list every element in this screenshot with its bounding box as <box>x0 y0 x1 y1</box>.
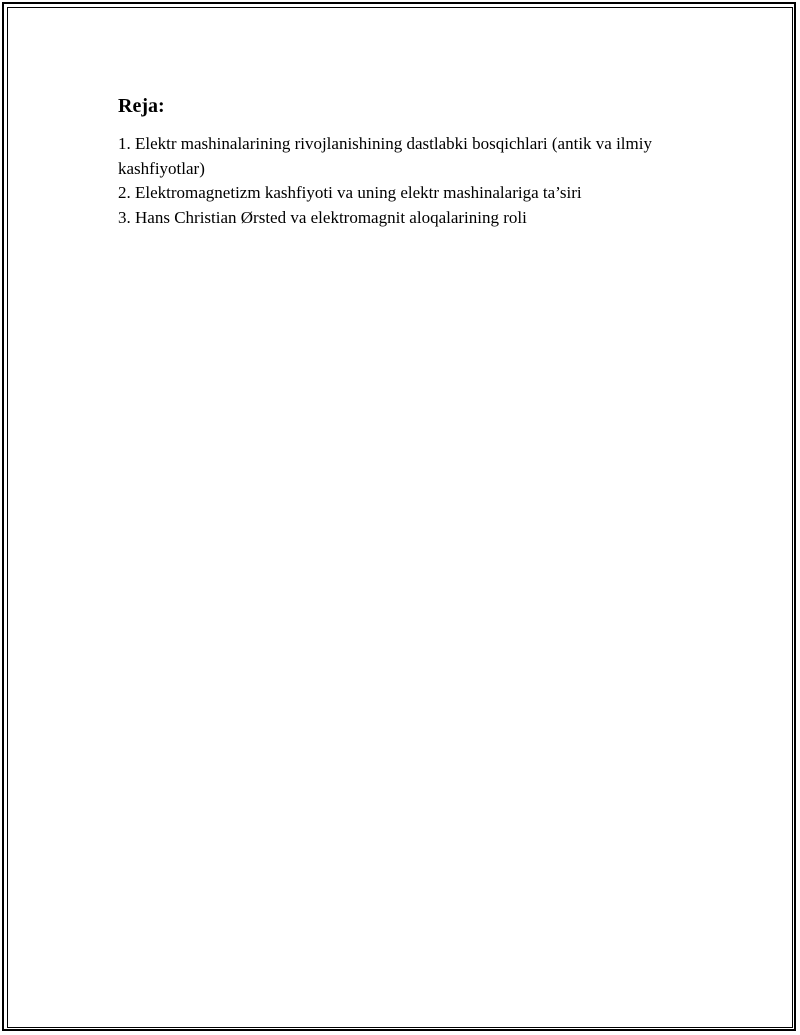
plan-heading: Reja: <box>118 95 165 117</box>
plan-list <box>118 132 678 230</box>
plan-item-3: 3. Hans Christian Ørsted va elektromagnit aloqalarining roli <box>118 207 527 227</box>
plan-item-1: 1. Elektr mashinalarining rivojlanishining dastlabki bosqichlari (antik va ilmiy kashfiyotlar) <box>118 134 652 178</box>
plan-item-2: 2. Elektromagnetizm kashfiyoti va uning elektr mashinalariga ta’siri <box>118 183 582 202</box>
page-content <box>118 94 678 230</box>
